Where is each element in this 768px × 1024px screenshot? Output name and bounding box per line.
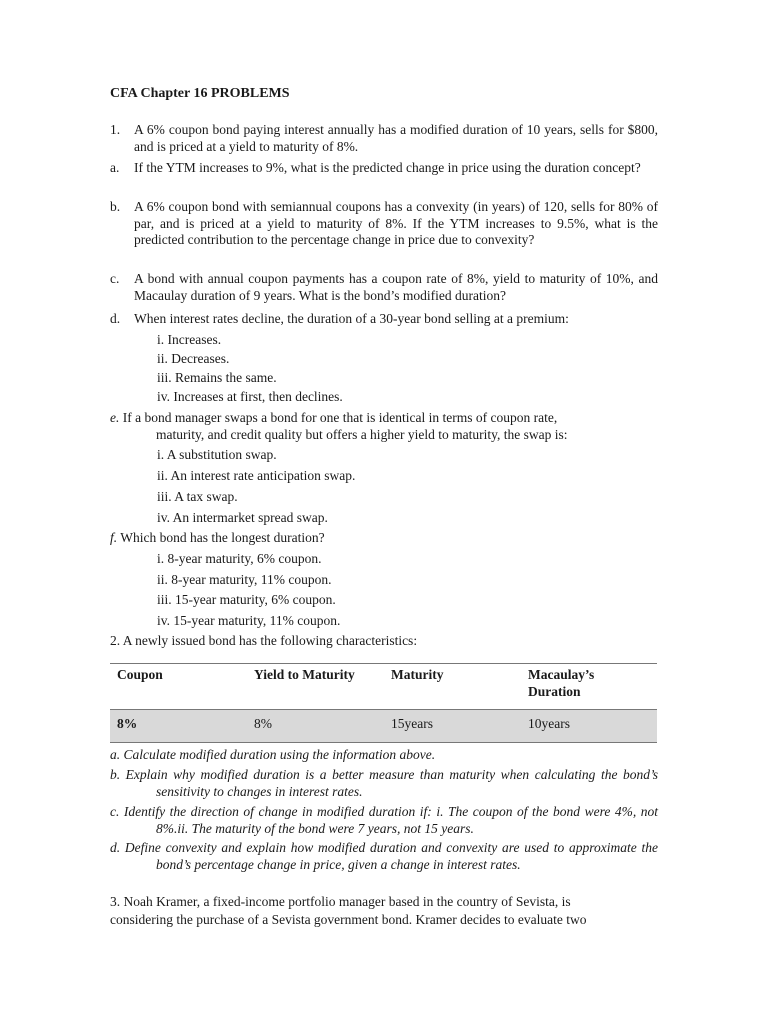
- question-label: c.: [110, 271, 120, 286]
- option-item: iii. 15-year maturity, 6% coupon.: [157, 592, 336, 607]
- bond-characteristics-table: [110, 663, 657, 743]
- question-text: b. Explain why modified duration is a better measure than maturity when calculating the bond’s sensitivity to changes in interest rates.: [110, 767, 658, 799]
- question-text-continued: maturity, and credit quality but offers a higher yield to maturity, the swap is:: [156, 427, 568, 442]
- question-text: d. Define convexity and explain how modified duration and convexity are used to approximate the bond’s percentage change in price, given a change in interest rates.: [110, 840, 658, 872]
- question-text: a. Calculate modified duration using the information above.: [110, 747, 436, 762]
- table-cell: 15years: [384, 710, 521, 743]
- table-row: [110, 710, 657, 743]
- question-2-intro: 2. A newly issued bond has the following characteristics:: [110, 633, 418, 648]
- column-header: Macaulay’s Duration: [521, 664, 657, 710]
- option-item: i. A substitution swap.: [157, 447, 277, 462]
- column-header: Coupon: [110, 664, 247, 710]
- option-item: ii. Decreases.: [157, 351, 230, 366]
- option-item: iii. A tax swap.: [157, 489, 238, 504]
- question-1f: [110, 530, 658, 547]
- question-text: If a bond manager swaps a bond for one that is identical in terms of coupon rate,: [122, 410, 558, 425]
- option-item: iv. Increases at first, then declines.: [157, 389, 343, 404]
- question-2a: [110, 747, 658, 764]
- question-text: c. Identify the direction of change in modified duration if: i. The coupon of the bond were 4%, not 8%.ii. The maturity of the bond were 7 years, not 15 years.: [110, 804, 658, 836]
- question-3-line-1: 3. Noah Kramer, a fixed-income portfolio manager based in the country of Sevista, is: [110, 894, 571, 909]
- column-header: Maturity: [384, 664, 521, 710]
- question-1e: [110, 410, 658, 427]
- question-text: A bond with annual coupon payments has a coupon rate of 8%, yield to maturity of 10%, and Macaulay duration of 9 years. What is the bond’s modified duration?: [134, 271, 658, 303]
- table-cell: 8%: [247, 710, 384, 743]
- question-2d: [110, 840, 658, 873]
- question-label: b.: [110, 199, 121, 214]
- option-item: i. Increases.: [157, 332, 222, 347]
- option-item: iv. 15-year maturity, 11% coupon.: [157, 613, 341, 628]
- table-cell: 8%: [110, 710, 247, 743]
- question-1c: [110, 271, 658, 304]
- question-1d: [110, 311, 658, 328]
- question-1: [110, 122, 658, 155]
- question-text: A 6% coupon bond with semiannual coupons has a convexity (in years) of 120, sells for 80% of par, and is priced at a yield to maturity of 8%. If the YTM increases to 9.5%, what is the predicted contribution to the percentage change in price due to convexity?: [134, 199, 658, 247]
- question-text: Which bond has the longest duration?: [120, 530, 325, 545]
- option-item: iv. An intermarket spread swap.: [157, 510, 328, 525]
- table-header-row: [110, 664, 657, 710]
- question-2b: [110, 767, 658, 800]
- option-item: ii. 8-year maturity, 11% coupon.: [157, 572, 332, 587]
- question-label: e.: [110, 410, 120, 425]
- question-text: When interest rates decline, the duration of a 30-year bond selling at a premium:: [134, 311, 569, 326]
- question-label: 1.: [110, 122, 121, 137]
- column-header: Yield to Maturity: [247, 664, 384, 710]
- question-text: A 6% coupon bond paying interest annually has a modified duration of 10 years, sells for $800, and is priced at a yield to maturity of 8%.: [134, 122, 658, 154]
- option-item: ii. An interest rate anticipation swap.: [157, 468, 356, 483]
- option-item: iii. Remains the same.: [157, 370, 277, 385]
- question-2c: [110, 804, 658, 837]
- page-title: CFA Chapter 16 PROBLEMS: [110, 86, 290, 101]
- question-label: d.: [110, 311, 121, 326]
- option-item: i. 8-year maturity, 6% coupon.: [157, 551, 322, 566]
- question-3-line-2: considering the purchase of a Sevista government bond. Kramer decides to evaluate two: [110, 912, 587, 927]
- question-1b: [110, 199, 658, 249]
- question-label: f.: [110, 530, 118, 545]
- question-1a: [110, 160, 658, 177]
- table-cell: 10years: [521, 710, 657, 743]
- question-text: If the YTM increases to 9%, what is the predicted change in price using the duration concept?: [134, 160, 641, 175]
- question-label: a.: [110, 160, 120, 175]
